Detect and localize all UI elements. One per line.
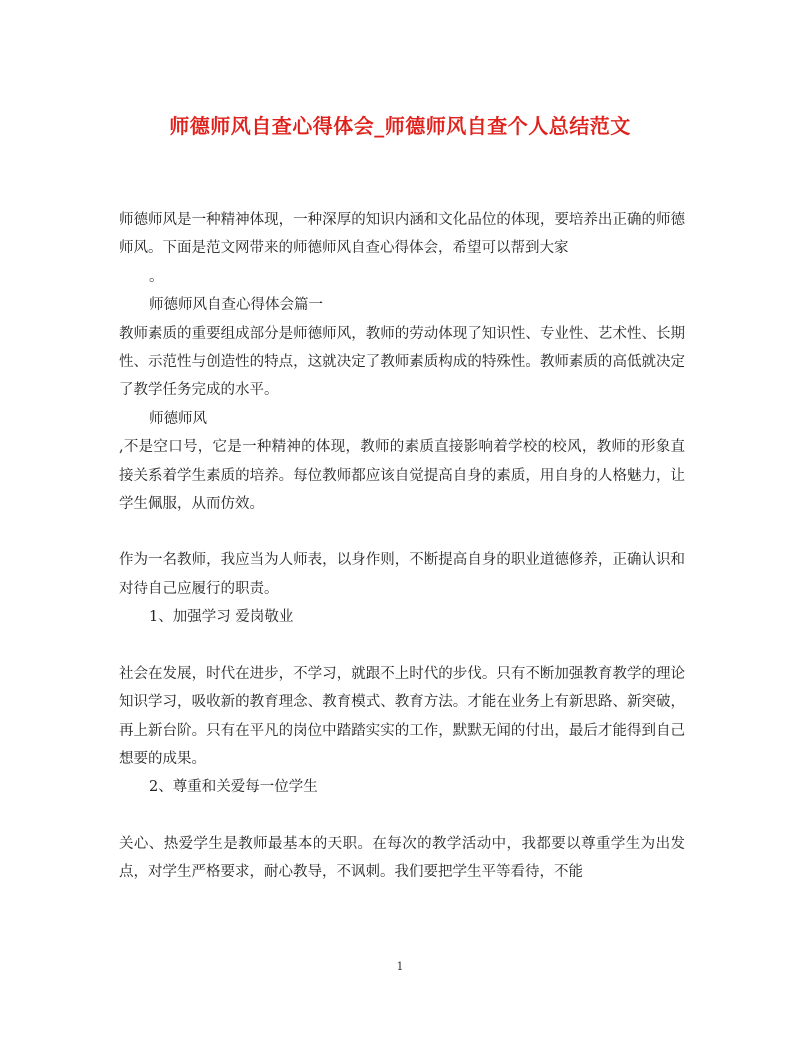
list-item-2-heading: 2、尊重和关爱每一位学生 — [149, 779, 318, 796]
intro-period: 。 — [149, 268, 164, 285]
paragraph-role-model: 作为一名教师，我应当为人师表，以身作则，不断提高自身的职业道德修养，正确认识和对待自己应履行的职责。 — [119, 552, 685, 597]
section-heading-1: 师德师风自查心得体会篇一 — [149, 297, 323, 314]
paragraph-learning: 社会在发展，时代在进步，不学习，就跟不上时代的步伐。只有不断加强教育教学的理论知识学习，吸收新的教育理念、教育模式、教育方法。才能在业务上有新思路、新突破，再上新台阶。只有在平凡的岗位中踏踏实实的工作，默默无闻的付出，最后才能得到自己想要的成果。 — [119, 665, 685, 767]
paragraph-spirit: ,不是空口号，它是一种精神的体现，教师的素质直接影响着学校的校风，教师的形象直接关系着学生素质的培养。每位教师都应该自觉提高自身的素质，用自身的人格魅力，让学生佩服，从而仿效。 — [119, 439, 685, 513]
intro-paragraph: 师德师风是一种精神体现，一种深厚的知识内涵和文化品位的体现，要培养出正确的师德师风。下面是范文网带来的师德师风自查心得体会，希望可以帮到大家 — [119, 212, 685, 257]
page-number: 1 — [396, 960, 404, 973]
spacer — [119, 518, 685, 546]
document-title: 师德师风自查心得体会_师德师风自查个人总结范文 — [169, 114, 631, 138]
list-item-1-heading: 1、加强学习 爱岗敬业 — [149, 609, 294, 626]
paragraph-care-students: 关心、热爱学生是教师最基本的天职。在每次的教学活动中，我都要以尊重学生为出发点，对学生严格要求，耐心教导，不讽刺。我们要把学生平等看待，不能 — [119, 835, 685, 881]
paragraph-teacher-quality: 教师素质的重要组成部分是师德师风，教师的劳动体现了知识性、专业性、艺术性、长期性、示范性与创造性的特点，这就决定了教师素质构成的特殊性。教师素质的高低就决定了教学任务完成的水平。 — [119, 325, 685, 399]
spacer — [119, 632, 685, 660]
document-body — [119, 206, 685, 887]
spacer — [119, 802, 685, 830]
subheading-ethics: 师德师风 — [149, 410, 207, 427]
